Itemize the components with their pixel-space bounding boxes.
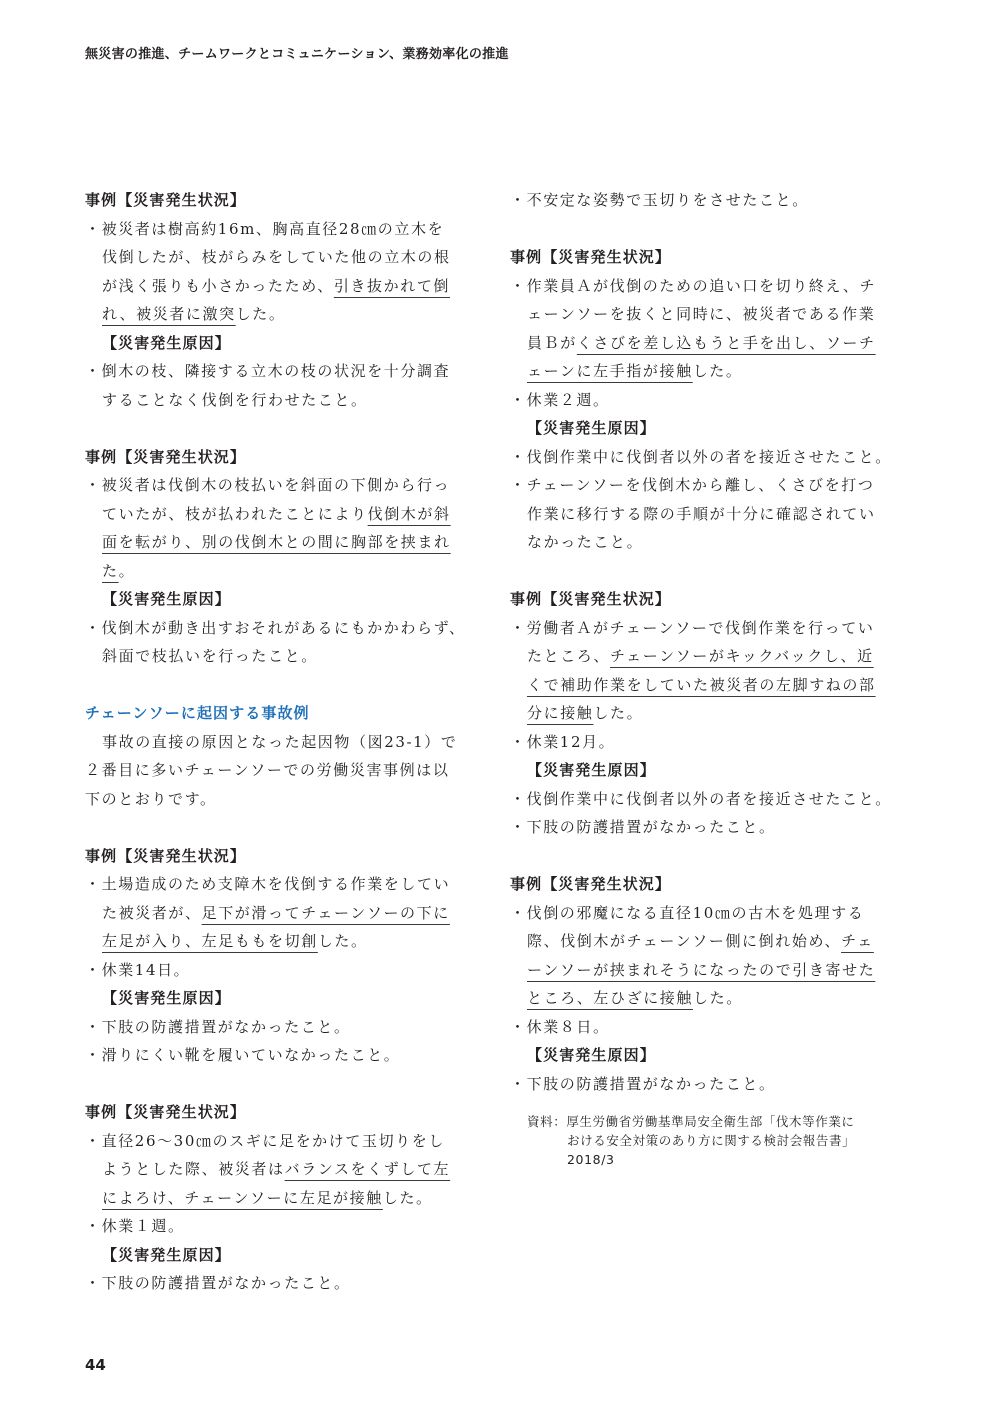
- text-segment: ・休業12月。: [510, 732, 616, 751]
- text-segment: ようとした際、被災者は: [102, 1160, 285, 1178]
- situation-bullet-line: [85, 927, 485, 956]
- underlined-text: 左足が入り、左足ももを切創: [102, 932, 318, 950]
- situation-bullet: [510, 1013, 910, 1042]
- text-segment: ・休業２週。: [510, 390, 610, 409]
- cause-bullet: [85, 357, 485, 414]
- paragraph-line: 事故の直接の原因となった起因物（図23-1）で: [102, 732, 458, 751]
- cause-bullet-line: [510, 1070, 910, 1099]
- cause-bullet: [510, 785, 910, 814]
- situation-bullet-line: [85, 1212, 485, 1241]
- section-block: [85, 699, 485, 813]
- text-segment: ・休業14日。: [85, 960, 191, 979]
- cause-label: 【災害発生原因】: [527, 761, 656, 779]
- situation-bullet-line: [85, 1184, 485, 1213]
- text-segment: した。: [235, 305, 286, 323]
- cause-bullet-line: [510, 443, 910, 472]
- text-segment: ・伐倒作業中に伐倒者以外の者を接近させたこと。: [510, 447, 892, 466]
- cause-bullet-line: [85, 642, 485, 671]
- situation-label: 事例【災害発生状況】: [85, 191, 247, 209]
- text-segment: することなく伐倒を行わせたこと。: [102, 390, 368, 409]
- underlined-text: くさびを差し込もうと手を出し、ソーチ: [576, 333, 876, 352]
- situation-bullet-line: [85, 500, 485, 529]
- situation-bullet-line: [510, 956, 910, 985]
- case-block: [510, 585, 910, 842]
- cause-label: 【災害発生原因】: [527, 1046, 656, 1064]
- text-segment: ・伐倒作業中に伐倒者以外の者を接近させたこと。: [510, 789, 892, 808]
- underlined-text: チェ: [841, 932, 874, 950]
- text-segment: ・不安定な姿勢で玉切りをさせたこと。: [510, 191, 809, 209]
- situation-bullet-line: [510, 642, 910, 671]
- situation-bullet: [85, 870, 485, 956]
- situation-bullet: [510, 899, 910, 1013]
- cause-bullet: [85, 1269, 485, 1298]
- situation-bullet: [85, 471, 485, 585]
- paragraph-line: ２番目に多いチェーンソーでの労働災害事例は以: [85, 761, 450, 779]
- underlined-text: バランスをくずして左: [284, 1160, 451, 1178]
- underlined-text: 引き抜かれて倒: [333, 276, 451, 295]
- situation-bullet: [85, 956, 485, 985]
- situation-bullet-line: [510, 671, 910, 700]
- cause-bullet-line: [510, 186, 910, 215]
- situation-label: 事例【災害発生状況】: [510, 248, 672, 266]
- text-segment: ・チェーンソーを伐倒木から離し、くさびを打つ: [510, 476, 875, 494]
- case-block: [510, 870, 910, 1098]
- page-number: 44: [85, 1356, 106, 1374]
- situation-label: 事例【災害発生状況】: [85, 447, 247, 466]
- text-segment: した。: [317, 932, 368, 950]
- cause-bullet-line: [85, 357, 485, 386]
- situation-label: 事例【災害発生状況】: [510, 875, 672, 893]
- text-segment: 作業に移行する際の手順が十分に確認されてい: [527, 504, 876, 523]
- case-block: [85, 443, 485, 671]
- text-segment: 。: [118, 561, 136, 580]
- underlined-text: 伐倒木が斜: [367, 504, 451, 523]
- text-segment: ・休業１週。: [85, 1217, 185, 1235]
- underlined-text: た: [102, 561, 119, 580]
- source-note: [527, 1112, 927, 1169]
- text-segment: ていたが、枝が払われたことにより: [102, 504, 368, 523]
- underlined-text: 面を転がり、別の伐倒木との間に胸部を挟まれ: [102, 533, 451, 551]
- situation-bullet: [510, 614, 910, 728]
- text-segment: 際、伐倒木がチェーンソー側に倒れ始め、: [527, 932, 842, 950]
- underlined-text: によろけ、チェーンソーに左足が接触: [102, 1188, 383, 1207]
- cause-bullet: [85, 614, 485, 671]
- underlined-text: ェーンに左手指が接触: [527, 362, 693, 380]
- text-segment: たところ、: [527, 647, 611, 665]
- underlined-text: 足下が滑ってチェーンソーの下に: [201, 903, 450, 922]
- situation-bullet-line: [85, 956, 485, 985]
- cause-bullet-line: [510, 500, 910, 529]
- underlined-text: くで補助作業をしていた被災者の左脚すねの部: [527, 675, 876, 694]
- text-segment: した。: [593, 704, 644, 722]
- text-segment: ・作業員Ａが伐倒のための追い口を切り終え、チ: [510, 276, 877, 295]
- cause-label: 【災害発生原因】: [102, 333, 231, 352]
- underlined-text: れ、被災者に激突: [102, 305, 236, 323]
- situation-label: 事例【災害発生状況】: [85, 846, 247, 865]
- situation-bullet-line: [85, 215, 485, 244]
- source-label: 資料：: [527, 1114, 567, 1129]
- text-segment: 斜面で枝払いを行ったこと。: [102, 647, 318, 665]
- text-segment: した。: [693, 989, 743, 1007]
- text-segment: ェーンソーを抜くと同時に、被災者である作業: [527, 305, 876, 323]
- situation-bullet: [510, 728, 910, 757]
- cause-bullet-line: [85, 1269, 485, 1298]
- text-segment: ・倒木の枝、隣接する立木の枝の状況を十分調査: [85, 362, 451, 380]
- cause-bullet-line: [510, 471, 910, 500]
- cause-label: 【災害発生原因】: [102, 1245, 231, 1264]
- situation-bullet: [85, 1212, 485, 1241]
- situation-bullet-line: [510, 699, 910, 728]
- cause-label: 【災害発生原因】: [102, 989, 231, 1007]
- situation-bullet-line: [85, 899, 485, 928]
- situation-bullet-line: [510, 984, 910, 1013]
- situation-bullet: [85, 215, 485, 329]
- cause-bullet-line: [85, 1041, 485, 1070]
- situation-bullet-line: [510, 329, 910, 358]
- text-segment: 員Ｂが: [527, 333, 577, 352]
- cause-label: 【災害発生原因】: [102, 590, 231, 608]
- situation-label: 事例【災害発生状況】: [510, 590, 672, 608]
- cause-bullet: [510, 813, 910, 842]
- situation-bullet-line: [510, 357, 910, 386]
- case-block: [85, 842, 485, 1070]
- text-segment: ・下肢の防護措置がなかったこと。: [510, 818, 776, 836]
- case-block: [85, 186, 485, 414]
- situation-bullet-line: [510, 386, 910, 415]
- cause-bullet-line: [510, 528, 910, 557]
- situation-label: 事例【災害発生状況】: [85, 1103, 247, 1121]
- source-line: [527, 1112, 927, 1131]
- cause-bullet: [510, 1070, 910, 1099]
- cause-bullet-line: [510, 785, 910, 814]
- situation-bullet-line: [510, 272, 910, 301]
- text-segment: ・労働者Ａがチェーンソーで伐倒作業を行ってい: [510, 618, 875, 637]
- text-segment: した。: [692, 362, 743, 380]
- situation-bullet-line: [85, 557, 485, 586]
- left-column: [85, 186, 485, 1326]
- cause-bullet: [85, 1041, 485, 1070]
- situation-bullet-line: [510, 899, 910, 928]
- situation-bullet-line: [85, 528, 485, 557]
- source-text: おける安全対策のあり方に関する検討会報告書」: [567, 1133, 856, 1148]
- underlined-text: チェーンソーがキックバックし、近: [610, 647, 874, 665]
- cause-bullet-line: [85, 386, 485, 415]
- text-segment: ・被災者は伐倒木の枝払いを斜面の下側から行っ: [85, 476, 451, 494]
- situation-bullet-line: [510, 1013, 910, 1042]
- underlined-text: ーンソーが挟まれそうになったので引き寄せた: [527, 960, 876, 979]
- situation-bullet: [510, 272, 910, 386]
- text-segment: ・伐倒木が動き出すおそれがあるにもかかわらず、: [85, 618, 466, 637]
- cause-bullet-line: [510, 813, 910, 842]
- cause-bullet-line: [85, 1013, 485, 1042]
- source-line: [527, 1150, 927, 1169]
- situation-bullet-line: [510, 614, 910, 643]
- situation-bullet-line: [85, 471, 485, 500]
- paragraph-line: 下のとおりです。: [85, 789, 217, 808]
- cause-label: 【災害発生原因】: [527, 419, 656, 437]
- situation-bullet-line: [85, 870, 485, 899]
- text-segment: ・伐倒の邪魔になる直径10㎝の古木を処理する: [510, 903, 865, 922]
- underlined-text: ところ、左ひざに接触: [527, 989, 694, 1007]
- cause-bullet: [510, 443, 910, 472]
- text-segment: た被災者が、: [102, 903, 202, 922]
- situation-bullet: [85, 1127, 485, 1213]
- situation-bullet-line: [510, 927, 910, 956]
- situation-bullet-line: [85, 1155, 485, 1184]
- case-block: [510, 243, 910, 557]
- situation-bullet-line: [510, 728, 910, 757]
- case-continued-block: [510, 186, 910, 215]
- text-segment: ・土場造成のため支障木を伐倒する作業をしてい: [85, 875, 451, 893]
- situation-bullet-line: [85, 272, 485, 301]
- situation-bullet-line: [510, 300, 910, 329]
- source-date: 2018/3: [567, 1152, 615, 1167]
- cause-bullet: [510, 186, 910, 215]
- text-segment: ・下肢の防護措置がなかったこと。: [85, 1017, 351, 1036]
- cause-bullet: [85, 1013, 485, 1042]
- source-text: 厚生労働省労働基準局安全衛生部「伐木等作業に: [566, 1114, 855, 1129]
- right-column: [510, 186, 910, 1127]
- text-segment: ・下肢の防護措置がなかったこと。: [510, 1074, 776, 1093]
- source-line: [527, 1131, 927, 1150]
- underlined-text: 分に接触: [527, 704, 594, 722]
- case-block: [85, 1098, 485, 1298]
- text-segment: 伐倒したが、枝がらみをしていた他の立木の根: [102, 248, 451, 266]
- situation-bullet: [510, 386, 910, 415]
- section-heading: チェーンソーに起因する事故例: [85, 704, 310, 722]
- text-segment: ・被災者は樹高約16m、胸高直径28㎝の立木を: [85, 219, 445, 238]
- cause-bullet-line: [85, 614, 485, 643]
- situation-bullet-line: [85, 243, 485, 272]
- situation-bullet-line: [85, 300, 485, 329]
- situation-bullet-line: [85, 1127, 485, 1156]
- text-segment: なかったこと。: [527, 533, 644, 551]
- text-segment: ・下肢の防護措置がなかったこと。: [85, 1274, 351, 1292]
- text-segment: ・休業８日。: [510, 1017, 610, 1036]
- cause-bullet: [510, 471, 910, 557]
- text-segment: が浅く張りも小さかったため、: [102, 276, 334, 295]
- text-segment: ・滑りにくい靴を履いていなかったこと。: [85, 1046, 401, 1064]
- text-segment: ・直径26～30㎝のスギに足をかけて玉切りをし: [85, 1131, 445, 1150]
- text-segment: した。: [382, 1188, 433, 1207]
- running-header: 無災害の推進、チームワークとコミュニケーション、業務効率化の推進: [85, 47, 509, 62]
